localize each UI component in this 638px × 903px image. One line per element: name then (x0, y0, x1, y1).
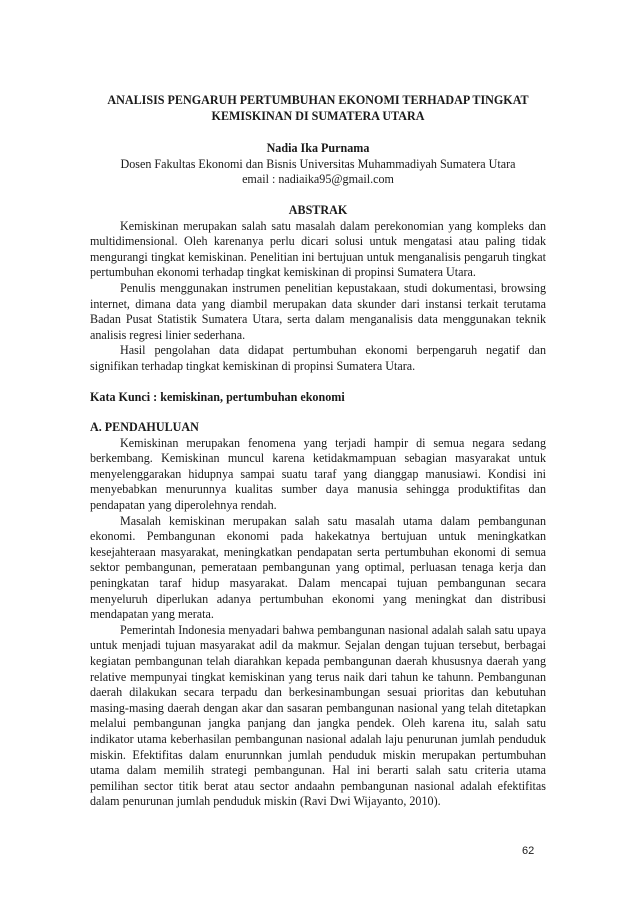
title-line-2: KEMISKINAN DI SUMATERA UTARA (211, 108, 425, 123)
author-affiliation: Dosen Fakultas Ekonomi dan Bisnis Universitas Muhammadiyah Sumatera Utara (120, 156, 516, 171)
keywords: Kata Kunci : kemiskinan, pertumbuhan ekonomi (90, 389, 345, 404)
abstract-paragraph: Kemiskinan merupakan salah satu masalah dalam perekonomian yang kompleks dan multidimensional. Oleh karenanya perlu dicari solusi untuk mengatasi atau paling tidak mengurangi tingkat kemiskinan. Penelitian ini bertujuan untuk menganalisis pengaruh tingkat pertumbuhan ekonomi terhadap tingkat kemiskinan di propinsi Sumatera Utara. (90, 218, 546, 280)
abstract-heading: ABSTRAK (288, 202, 348, 217)
author-email: email : nadiaika95@gmail.com (242, 172, 394, 187)
intro-paragraph: Kemiskinan merupakan fenomena yang terjadi hampir di semua negara sedang berkembang. Kemiskinan muncul karena ketidakmampuan sebagian masyarakat untuk menyelenggarakan hidupnya sampai suatu taraf yang dianggap manusiawi. Kondisi ini menyebabkan menurunnya kualitas sumber daya manusia sehingga produktifitas dan pendapatan yang diperolehnya rendah. (90, 435, 546, 513)
paper-title (90, 93, 546, 124)
title-line-1: ANALISIS PENGARUH PERTUMBUHAN EKONOMI TERHADAP TINGKAT (107, 93, 529, 107)
intro-paragraph: Pemerintah Indonesia menyadari bahwa pembangunan nasional adalah salah satu upaya untuk menjadi tujuan masyarakat adil da makmur. Sejalan dengan tujuan tersebut, berbagai kegiatan pembangunan telah diarahkan kepada pembangunan daerah khususnya daerah yang relative mempunyai tingkat kemiskinan yang terus naik dari tahun ke tahunn. Pembangunan daerah dilakukan secara terpadu dan berkesinambungan sesuai prioritas dan kebutuhan masing-masing daerah dengan akar dan sasaran pembangunan nasional yang telah ditetapkan melalui pembangunan jangka panjang dan jangka pendek. Oleh karena itu, salah satu indikator utama keberhasilan pembangunan nasional adalah laju penurunan jumlah penduduk miskin. Efektifitas dalam enurunnkan jumlah penduduk miskin merupakan pertumbuhan utama dalam memilih strategi pembangunan. Hal ini berarti salah satu criteria utama pemilihan sector titik berat atau sector andaahn pembangunan nasional adalah efektifitas dalam penurunan jumlah penduduk miskin (Ravi Dwi Wijayanto, 2010). (90, 622, 546, 809)
abstract-paragraph: Hasil pengolahan data didapat pertumbuhan ekonomi berpengaruh negatif dan signifikan terhadap tingkat kemiskinan di propinsi Sumatera Utara. (90, 343, 546, 373)
page-number: 62 (522, 845, 535, 857)
abstract-paragraph: Penulis menggunakan instrumen penelitian kepustakaan, studi dokumentasi, browsing internet, dimana data yang diambil merupakan data skunder dari instansi terkait terutama Badan Pusat Statistik Sumatera Utara, serta dalam menganalisis data menggunakan teknik analisis regresi linier sederhana. (90, 280, 546, 342)
paper-page (90, 93, 546, 810)
section-heading: A. PENDAHULUAN (90, 420, 199, 435)
author-name: Nadia Ika Purnama (266, 141, 370, 156)
intro-paragraph: Masalah kemiskinan merupakan salah satu masalah utama dalam pembangunan ekonomi. Pembangunan ekonomi pada hakekatnya bertujuan untuk meningkatkan kesejahteraan masyarakat, meningkatkan pendapatan serta pertumbuhan ekonomi di semua sektor pembangunan, pemerataan pembangunan yang optimal, perluasan tenaga kerja dan peningkatan taraf hidup masyarakat. Dalam mencapai tujuan pembangunan secara menyeluruh diperlukan adanya pertumbuhan ekonomi yang meningkat dan distribusi mendapatan yang merata. (90, 513, 546, 622)
